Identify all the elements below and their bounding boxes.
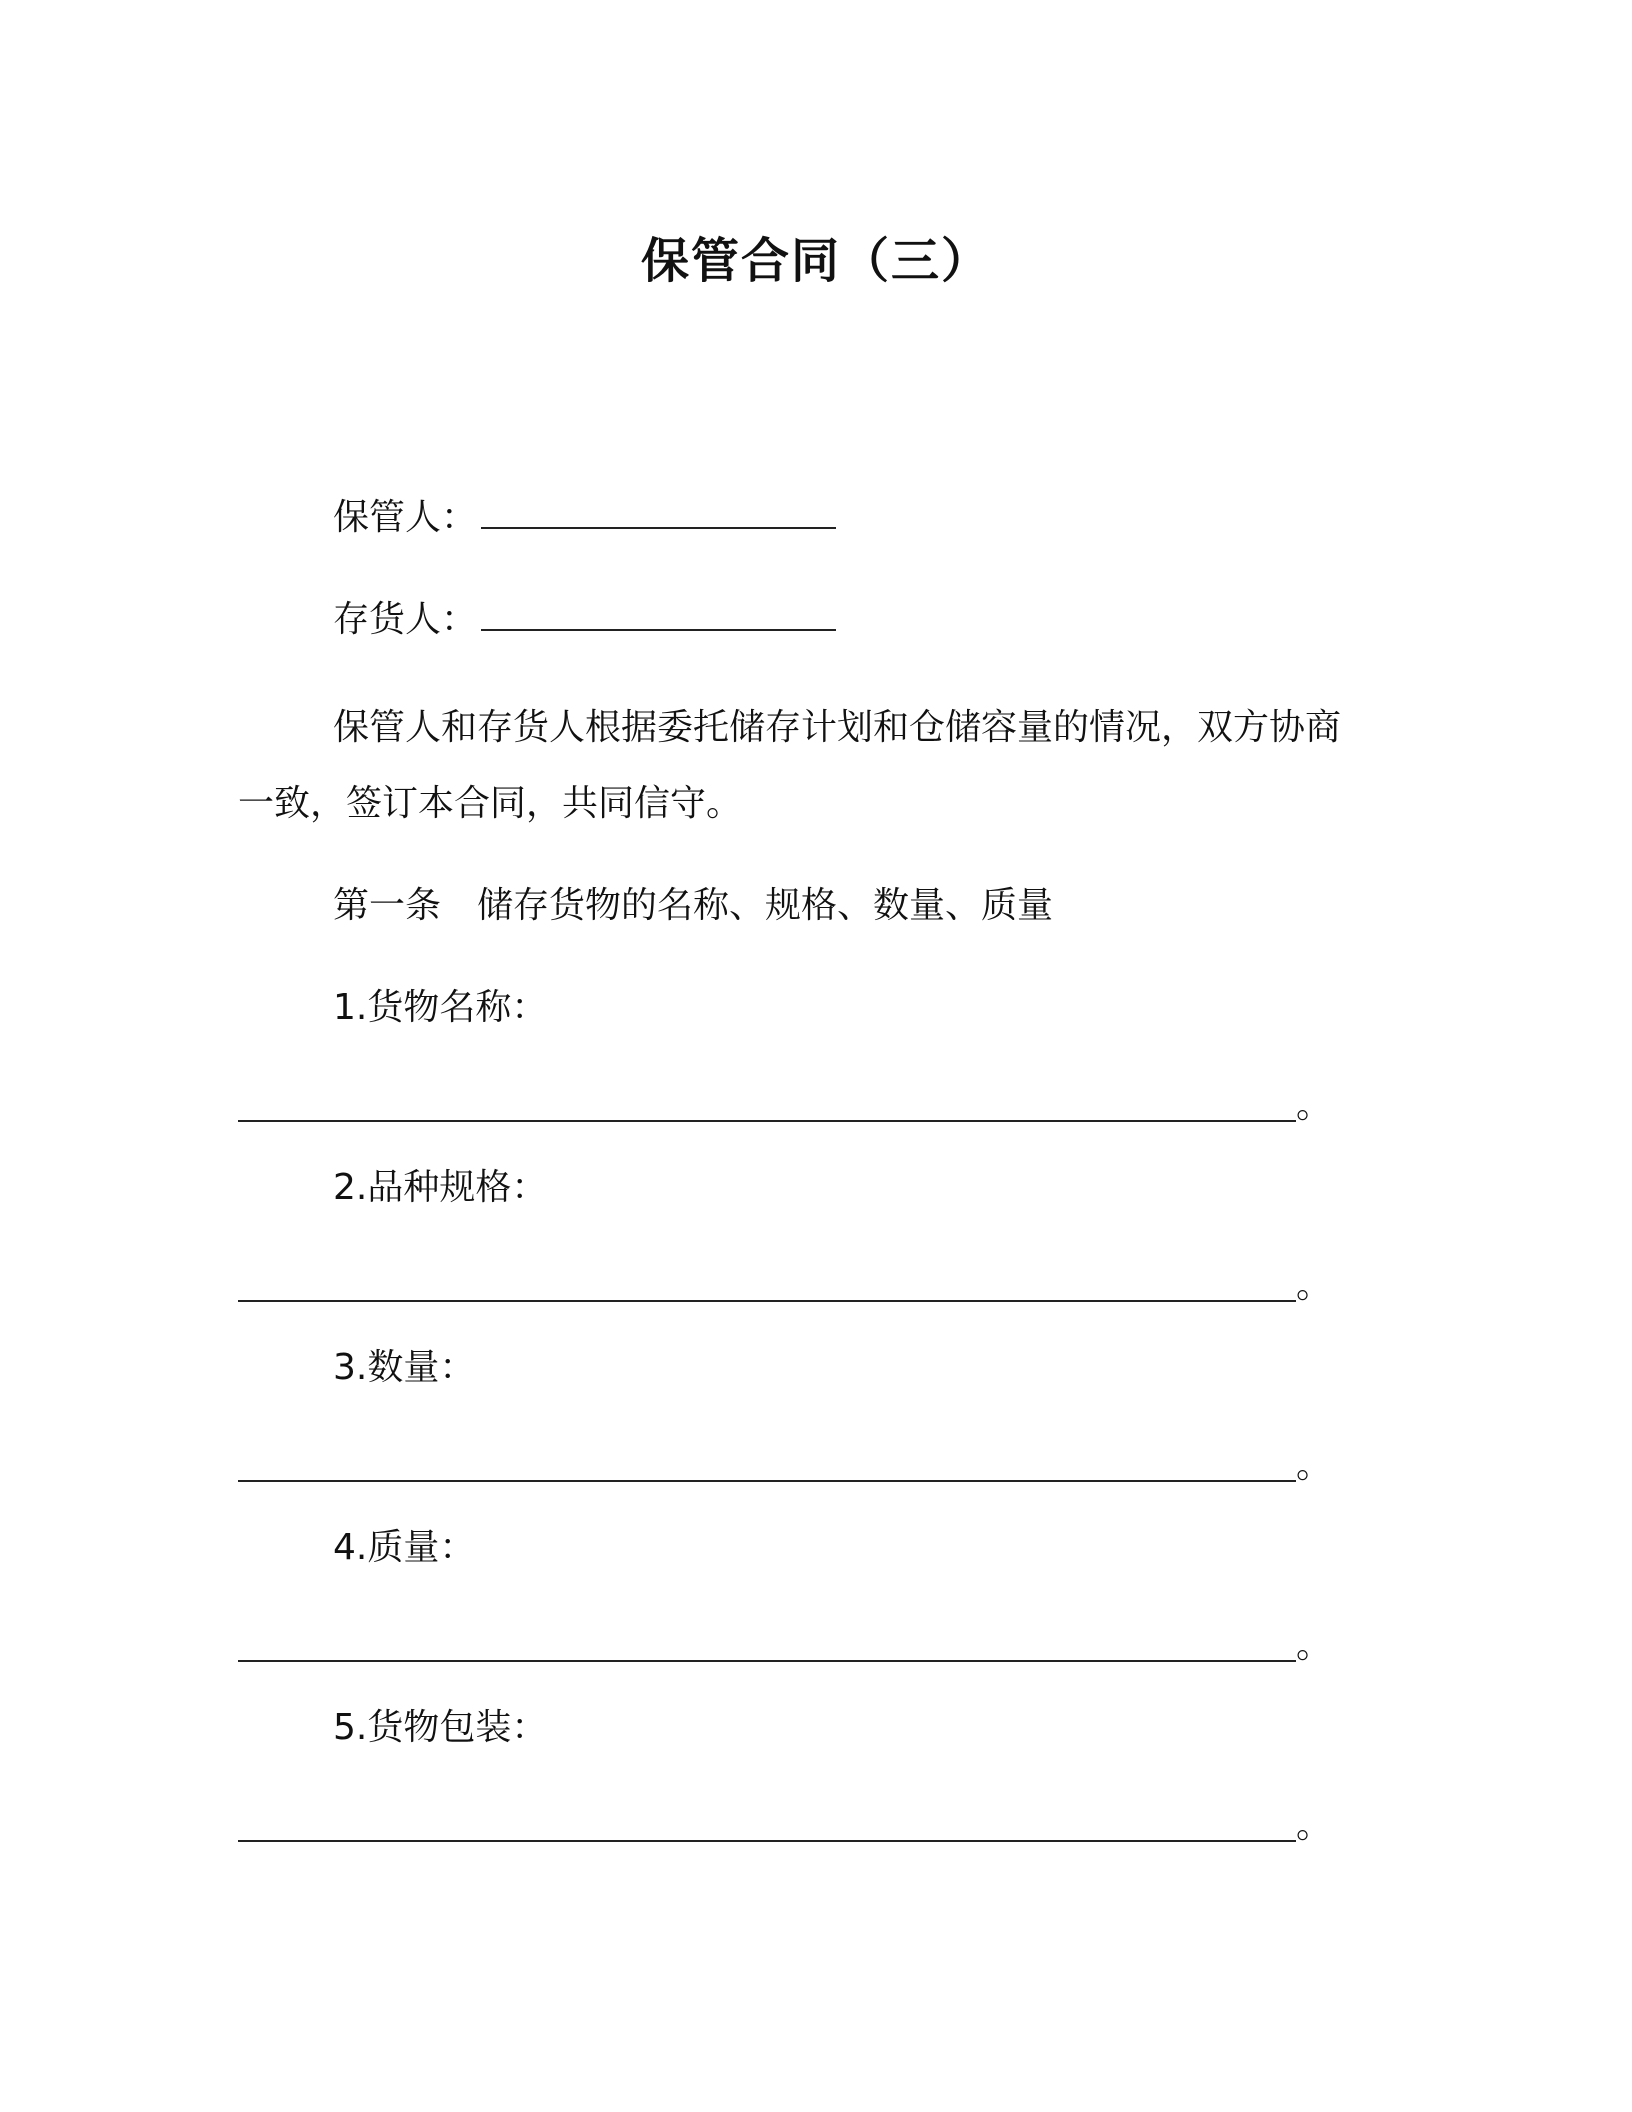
fill-end-mark: 。 (1296, 1805, 1333, 1846)
item-label-spec: 2.品种规格： (333, 1167, 548, 1208)
fill-rule (238, 1480, 1296, 1482)
depositor-blank[interactable] (481, 599, 836, 631)
fill-line-spec[interactable] (238, 1262, 1333, 1310)
item-label-quantity: 3.数量： (333, 1347, 476, 1388)
keeper-line (333, 494, 836, 542)
fill-end-mark: 。 (1296, 1445, 1333, 1486)
depositor-line (333, 596, 836, 644)
depositor-label: 存货人： (333, 599, 478, 640)
fill-end-mark: 。 (1296, 1625, 1333, 1666)
fill-end-mark: 。 (1296, 1265, 1333, 1306)
item-label-quality: 4.质量： (333, 1527, 476, 1568)
fill-rule (238, 1120, 1296, 1122)
fill-rule (238, 1300, 1296, 1302)
fill-line-goods-name[interactable] (238, 1082, 1333, 1130)
intro-line-2: 一致，签订本合同，共同信守。 (238, 783, 743, 824)
fill-rule (238, 1840, 1296, 1842)
intro-line-1: 保管人和存货人根据委托储存计划和仓储容量的情况，双方协商 (333, 707, 1342, 748)
article-1-heading: 第一条 储存货物的名称、规格、数量、质量 (333, 885, 1054, 926)
fill-end-mark: 。 (1296, 1085, 1333, 1126)
keeper-blank[interactable] (481, 497, 836, 529)
document-title: 保管合同（三） (640, 233, 991, 289)
item-label-goods-name: 1.货物名称： (333, 987, 548, 1028)
fill-line-quality[interactable] (238, 1622, 1333, 1670)
fill-rule (238, 1660, 1296, 1662)
fill-line-quantity[interactable] (238, 1442, 1333, 1490)
fill-line-packaging[interactable] (238, 1802, 1333, 1850)
item-label-packaging: 5.货物包装： (333, 1707, 548, 1748)
keeper-label: 保管人： (333, 497, 478, 538)
